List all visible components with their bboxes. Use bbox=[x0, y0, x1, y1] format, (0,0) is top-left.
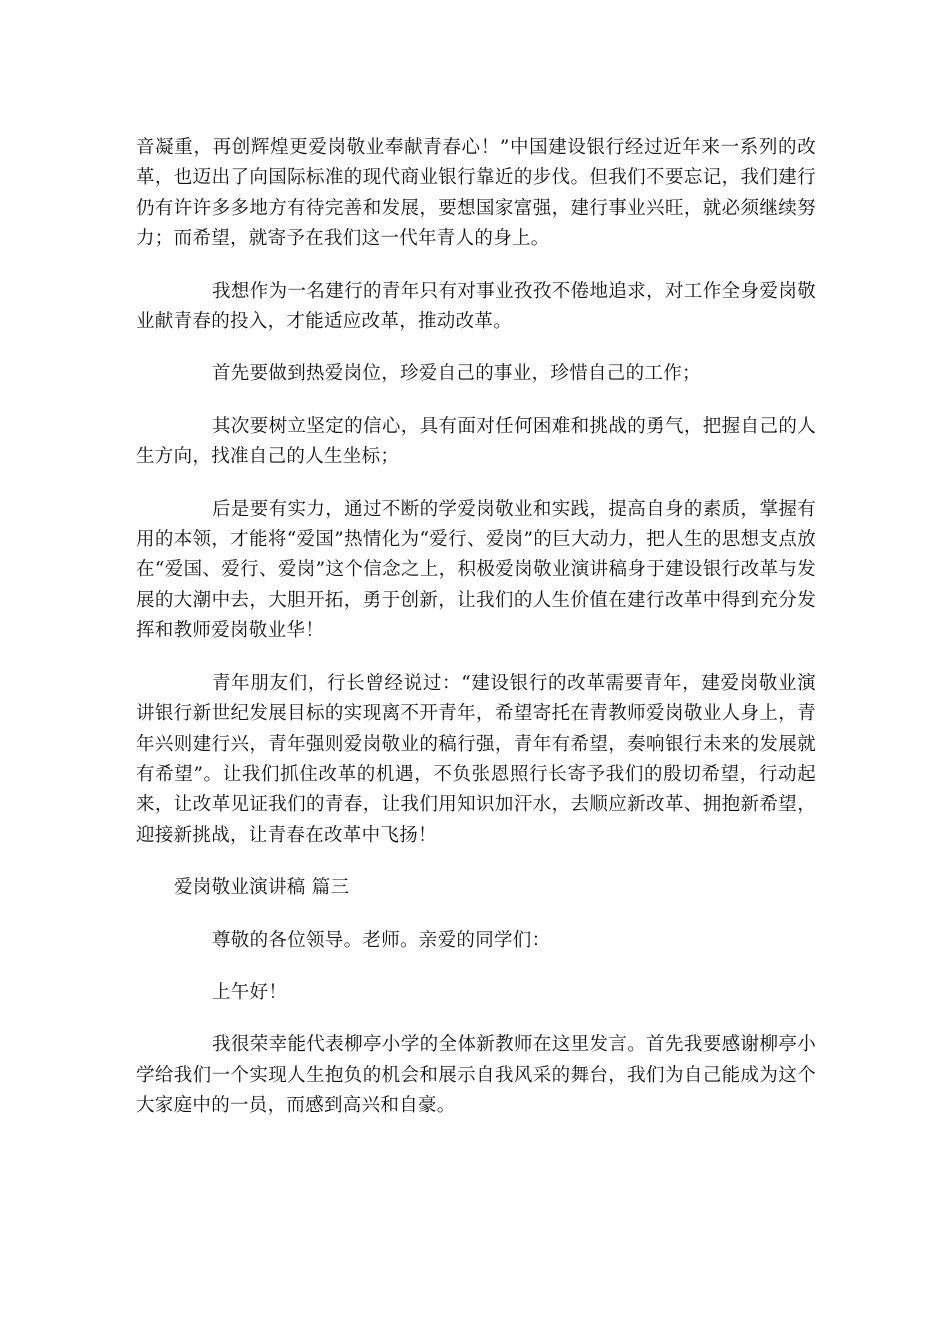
paragraph-president-quote: 青年朋友们，行长曾经说过：“建设银行的改革需要青年，建爱岗敬业演讲银行新世纪发展目标的实现离不开青年，希望寄托在青教师爱岗敬业人身上，青年兴则建行兴，青年强则爱岗敬业的稿行强，青年有希望，奏响银行未来的发展就有希望”。让我们抓住改革的机遇，不负张恩照行长寄予我们的殷切希望，行动起来，让改革见证我们的青春，让我们用知识加汗水，去顺应新改革、拥抱新希望，迎接新挑战，让青春在改革中飞扬！ bbox=[136, 672, 816, 846]
paragraph-first-point: 首先要做到热爱岗位，珍爱自己的事业，珍惜自己的工作； bbox=[212, 363, 701, 385]
paragraph-greeting: 上午好！ bbox=[212, 981, 288, 1003]
section-heading: 爱岗敬业演讲稿 篇三 bbox=[174, 877, 350, 899]
paragraph-youth-pursuit: 我想作为一名建行的青年只有对事业孜孜不倦地追求，对工作全身爱岗敬业献青春的投入，才能适应改革，推动改革。 bbox=[136, 280, 816, 333]
paragraph-continuation: 音凝重，再创辉煌更爱岗敬业奉献青春心！”中国建设银行经过近年来一系列的改革，也迈出了向国际标准的现代商业银行靠近的步伐。但我们不要忘记，我们建行仍有许许多多地方有待完善和发展，要想国家富强，建行事业兴旺，就必须继续努力；而希望，就寄予在我们这一代年青人的身上。 bbox=[136, 137, 816, 250]
paragraph-last-point: 后是要有实力，通过不断的学爱岗敬业和实践，提高自身的素质，掌握有用的本领，才能将“爱国”热情化为“爱行、爱岗”的巨大动力，把人生的思想支点放在“爱国、爱行、爱岗”这个信念之上，积极爱岗敬业演讲稿身于建设银行改革与发展的大潮中去，大胆开拓，勇于创新，让我们的人生价值在建行改革中得到充分发挥和教师爱岗敬业华！ bbox=[136, 498, 816, 642]
document-page bbox=[136, 133, 816, 1122]
paragraph-introduction: 我很荣幸能代表柳亭小学的全体新教师在这里发言。首先我要感谢柳亭小学给我们一个实现人生抱负的机会和展示自我风采的舞台，我们为自己能成为这个大家庭中的一员，而感到高兴和自豪。 bbox=[136, 1034, 816, 1117]
paragraph-second-point: 其次要树立坚定的信心，具有面对任何困难和挑战的勇气，把握自己的人生方向，找准自己的人生坐标； bbox=[136, 415, 816, 468]
paragraph-salutation: 尊敬的各位领导。老师。亲爱的同学们： bbox=[212, 929, 551, 951]
